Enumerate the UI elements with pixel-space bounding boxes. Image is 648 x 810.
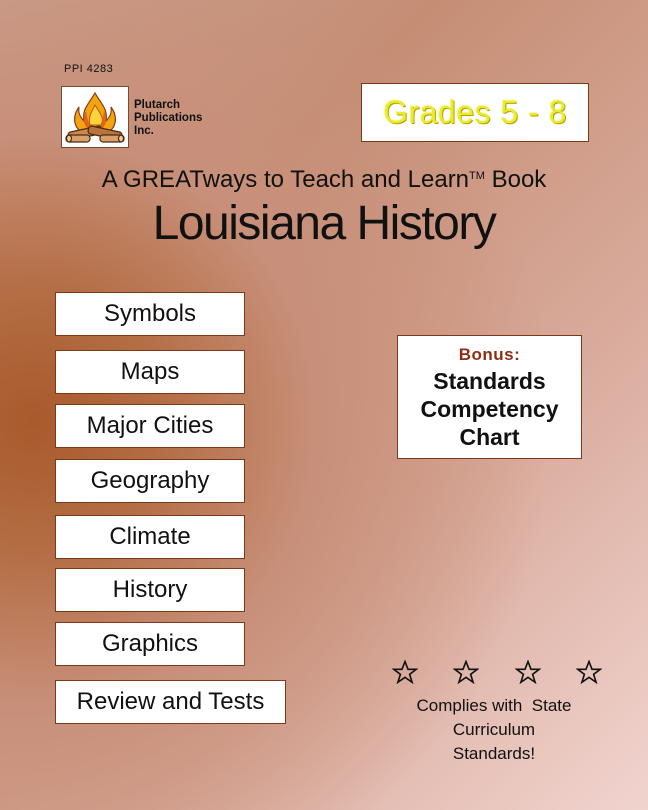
topic-geography: Geography bbox=[55, 459, 245, 503]
bonus-text: Standards Competency Chart bbox=[420, 368, 559, 450]
curriculum-compliance-note: Complies with State Curriculum Standards! bbox=[416, 696, 572, 763]
product-code: PPI 4283 bbox=[64, 63, 114, 75]
book-title: Louisiana History bbox=[152, 197, 496, 250]
star-outline-icon bbox=[453, 660, 479, 684]
topic-symbols: Symbols bbox=[55, 292, 245, 336]
trademark-mark: TM bbox=[469, 170, 485, 182]
topic-graphics: Graphics bbox=[55, 622, 245, 666]
bonus-label: Bonus: bbox=[458, 345, 521, 364]
bonus-box bbox=[397, 335, 582, 459]
topic-review-and-tests: Review and Tests bbox=[55, 680, 286, 724]
campfire-logo-icon bbox=[61, 86, 129, 148]
topic-climate: Climate bbox=[55, 515, 245, 559]
star-outline-icon bbox=[392, 660, 418, 684]
rating-stars bbox=[392, 660, 602, 684]
series-tagline: A GREATways to Teach and Learn™ Book bbox=[101, 166, 547, 193]
topic-maps: Maps bbox=[55, 350, 245, 394]
star-outline-icon bbox=[576, 660, 602, 684]
grades-text: Grades 5 - 8 bbox=[383, 94, 567, 130]
publisher-name: Plutarch Publications Inc. bbox=[134, 99, 203, 137]
grades-badge bbox=[361, 83, 589, 142]
topic-major-cities: Major Cities bbox=[55, 404, 245, 448]
topic-history: History bbox=[55, 568, 245, 612]
star-outline-icon bbox=[515, 660, 541, 684]
